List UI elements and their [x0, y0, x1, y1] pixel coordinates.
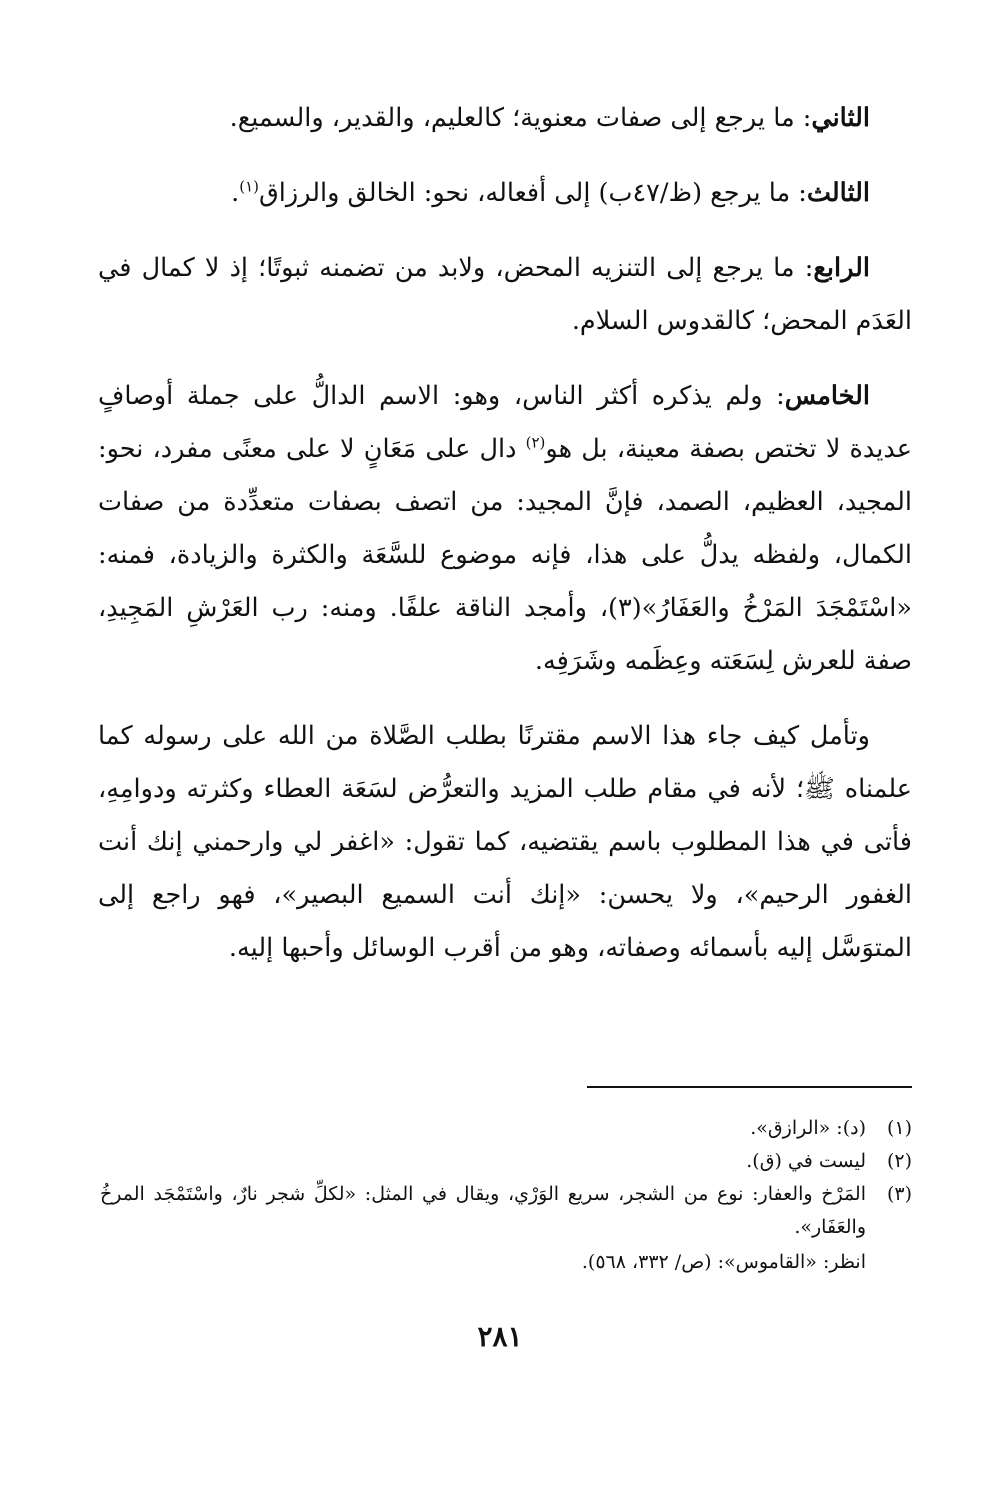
lead-word: الخامس: [784, 381, 870, 411]
footnote-item: [100, 1145, 912, 1178]
footnote-ref: (٢): [525, 433, 546, 452]
footnote-number: (٢): [886, 1150, 912, 1172]
paragraph-text: : ما يرجع إلى التنزيه المحض، ولابد من تضمنه ثبوتًا؛ إذ لا كمال في العَدَم المحض؛ كالقدوس السلام.: [98, 253, 912, 336]
paragraph-second: [98, 92, 912, 145]
paragraph-text: : ولم يذكره أكثر الناس، وهو: الاسم الدالُّ على جملة أوصافٍ عديدة لا تختص بصفة معينة، بل هو: [98, 381, 912, 464]
paragraph-text: : ما يرجع (ظ/٤٧ب) إلى أفعاله، نحو: الخالق والرزاق: [259, 178, 807, 208]
lead-word: الرابع: [813, 253, 870, 283]
paragraph-fourth: [98, 242, 912, 348]
footnote-reference-line: انظر: «القاموس»: (ص/ ٣٣٢، ٥٦٨).: [581, 1251, 866, 1273]
footnote-item: [100, 1178, 912, 1244]
footnotes: [100, 1112, 912, 1279]
paragraph-contemplation: [98, 710, 912, 975]
lead-word: الثالث: [806, 178, 870, 208]
paragraph-tail: دال على مَعَانٍ لا على معنًى مفرد، نحو: المجيد، العظيم، الصمد، فإنَّ المجيد: من اتصف بصفات متعدِّدة من صفات الكمال، ولفظه يدلُّ على هذا، فإنه موضوع للسَّعَة والكثرة والزيادة، فمنه: «اسْتَمْجَدَ المَرْخُ والعَفَارُ»(٣)، وأمجد الناقة علفًا. ومنه: رب العَرْشِ المَجِيدِ، صفة للعرش لِسَعَته وعِظَمه وشَرَفِه.: [98, 434, 912, 676]
lead-word: الثاني: [811, 103, 870, 133]
footnote-number: (٣): [886, 1183, 912, 1205]
footnote-item: [100, 1112, 912, 1145]
footnote-text: المَرْخ والعفار: نوع من الشجر، سريع الوَرْي، ويقال في المثل: «لكلِّ شجر نارٌ، واسْتَمْجَد المرخُ والعَفَار».: [100, 1183, 866, 1238]
footnote-number: (١): [886, 1117, 912, 1139]
paragraph-fifth: [98, 370, 912, 688]
paragraph-text: وتأمل كيف جاء هذا الاسم مقترنًا بطلب الصَّلاة من الله على رسوله كما علمناه ﷺ؛ لأنه في مقام طلب المزيد والتعرُّض لسَعَة العطاء وكثرته ودوامِهِ، فأتى في هذا المطلوب باسم يقتضيه، كما تقول: «اغفر لي وارحمني إنك أنت الغفور الرحيم»، ولا يحسن: «إنك أنت السميع البصير»، فهو راجع إلى المتوَسَّل إليه بأسمائه وصفاته، وهو من أقرب الوسائل وأحبها إليه.: [98, 721, 912, 963]
footnote-text: ليست في (ق).: [746, 1150, 866, 1172]
paragraph-text: : ما يرجع إلى صفات معنوية؛ كالعليم، والقدير، والسميع.: [229, 103, 812, 133]
page-number: ٢٨١: [477, 1320, 523, 1353]
footnote-divider: [587, 1086, 912, 1088]
paragraph-tail: .: [231, 178, 240, 208]
main-text: [98, 92, 912, 997]
footnote-ref: (١): [239, 177, 259, 196]
paragraph-third: [98, 167, 912, 220]
footnote-text: (د): «الرازق».: [750, 1117, 866, 1139]
